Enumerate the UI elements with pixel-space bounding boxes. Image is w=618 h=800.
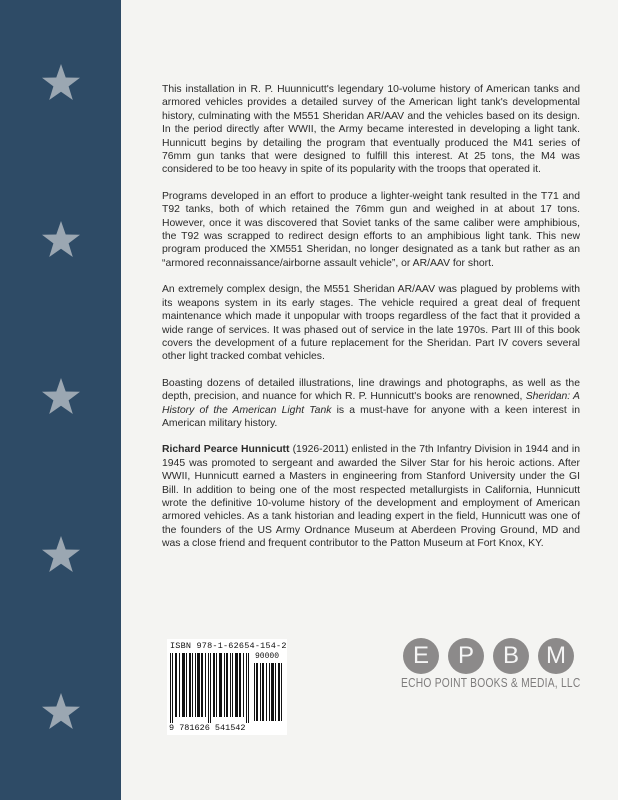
blue-side-stripe: [0, 0, 121, 800]
description-paragraph-3: An extremely complex design, the M551 Sheridan AR/AAV was plagued by problems with its weapons system in its early stages. The vehicle required a great deal of frequent maintenance which made it unpopular with troops regardless of the fact that it provided a wide range of services. It was phased out of service in the late 1970s. Part III of this book covers the development of a future replacement for the Sheridan. Part IV covers several other light tracked combat vehicles.: [162, 284, 580, 363]
star-icon: [41, 376, 81, 416]
logo-circle: E: [403, 638, 439, 674]
addon-bars: [254, 663, 284, 721]
back-cover-text: [162, 83, 580, 564]
publisher-logo: [399, 638, 579, 698]
star-icon: [41, 219, 81, 259]
logo-circle: M: [538, 638, 574, 674]
star-icon: [41, 691, 81, 731]
author-bio: [162, 443, 580, 550]
author-name: Richard Pearce Hunnicutt: [162, 444, 290, 456]
isbn-barcode: [167, 639, 287, 735]
logo-circle: P: [448, 638, 484, 674]
star-icon: [41, 62, 81, 102]
author-bio-text: (1926-2011) enlisted in the 7th Infantry Division in 1944 and in 1945 was promoted to sergeant and awarded the Silver Star for his heroic actions. After WWII, Hunnicutt earned a Masters in engineering from Stanford University under the GI Bill. In addition to being one of the most respected metallurgists in California, Hunnicutt wrote the definitive 10-volume history of the development and employment of American armored vehicles. As a tank historian and leading expert in the field, Hunnicutt was one of the founders of the US Army Ordnance Museum at Aberdeen Proving Ground, MD and was a close friend and frequent contributor to the Patton Museum at Fort Knox, KY.: [162, 444, 580, 550]
paragraph-4-lead: Boasting dozens of detailed illustrations, line drawings and photographs, as well as the depth, precision, and nuance for which R. P. Hunnicutt's books are renowned,: [162, 377, 580, 403]
isbn-label: ISBN 978-1-62654-154-2: [170, 641, 287, 651]
star-icon: [41, 534, 81, 574]
description-paragraph-1: This installation in R. P. Huunnicutt's legendary 10-volume history of American tanks and armored vehicles provides a detailed survey of the American light tank's developmental history, culminating with the M551 Sheridan AR/AAV and the vehicles based on its design. In the period directly after WWII, the Army became interested in developing a light tank. Hunnicutt begins by detailing the program that eventually produced the M41 series of 76mm gun tanks that were designed to fulfill this interest. At 25 tons, the M4 was considered to be too heavy in spite of its popularity with the troops that operated it.: [162, 84, 580, 176]
book-title: Sheridan: A History of the American Light Tank: [162, 391, 580, 416]
addon-digits: 90000: [255, 652, 280, 661]
ean-bars: [170, 653, 252, 723]
paragraph-4-tail: is a must-have for anyone with a keen interest in American military history.: [162, 404, 580, 429]
publisher-name: ECHO POINT BOOKS & MEDIA, LLC: [401, 676, 581, 690]
ean-digits: 9 781626 541542: [169, 723, 246, 733]
logo-letters: [399, 638, 579, 676]
description-paragraph-2: Programs developed in an effort to produce a lighter-weight tank resulted in the T71 and T92 tanks, both of which retained the 76mm gun and weighed in at about 17 tons. However, once it was discovered that Soviet tanks of the same caliber were amphibious, the T92 was scrapped to redirect design efforts to an amphibious light tank. This new program produced the XM551 Sheridan, no longer designated as a tank but rather as an “armored reconnaissance/airborne assault vehicle”, or AR/AAV for short.: [162, 190, 580, 269]
description-paragraph-4: [162, 377, 580, 431]
logo-circle: B: [493, 638, 529, 674]
